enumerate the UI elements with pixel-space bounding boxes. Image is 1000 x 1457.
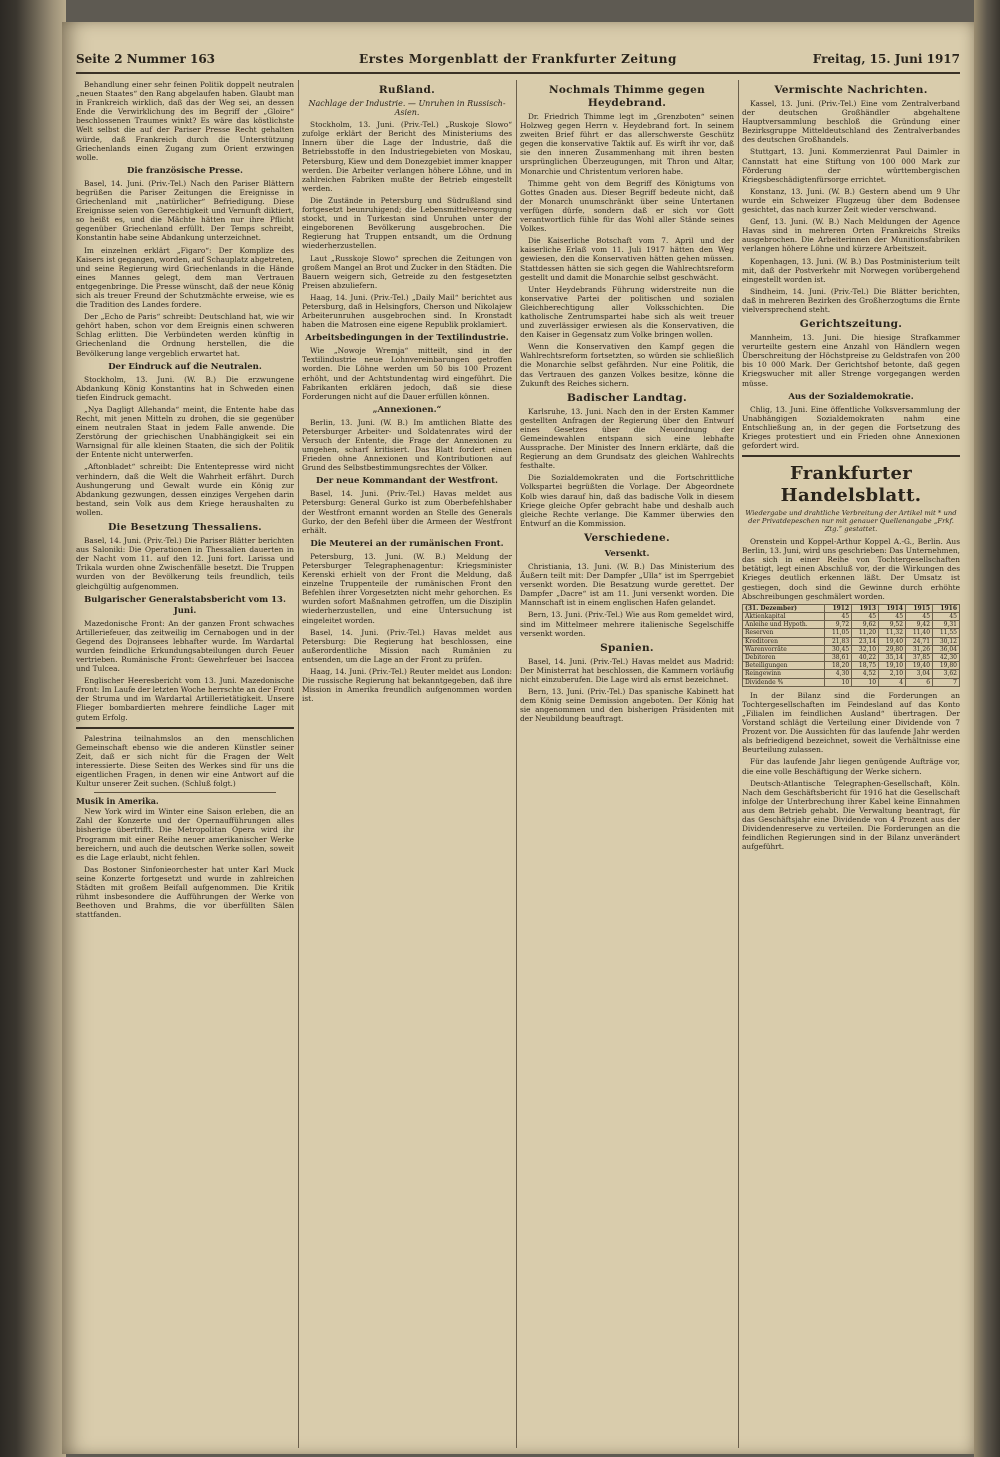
table-header-cell: 1912 bbox=[825, 604, 852, 612]
section-title: Verschiedene. bbox=[584, 531, 670, 544]
section-heading: Der Eindruck auf die Neutralen. bbox=[108, 361, 262, 372]
table-cell: 11,20 bbox=[852, 629, 879, 637]
article-paragraph: Sindheim, 14. Juni. (Priv.-Tel.) Die Blätter berichten, daß in mehreren Bezirken des Großherzogtums die Ernte vielversprechend steht. bbox=[742, 286, 960, 314]
article-paragraph: Kopenhagen, 13. Juni. (W. B.) Das Postministerium teilt mit, daß der Postverkehr mit Norwegen vorübergehend eingestellt worden ist. bbox=[742, 256, 960, 284]
table-cell: 45 bbox=[933, 612, 960, 620]
table-cell: 29,80 bbox=[879, 645, 906, 653]
column-4 bbox=[742, 80, 960, 1448]
section-heading: Aus der Sozialdemokratie. bbox=[788, 391, 914, 402]
table-cell: Anleihe und Hypoth. bbox=[743, 621, 825, 629]
table-cell: 11,40 bbox=[906, 629, 933, 637]
table-cell: 19,40 bbox=[879, 637, 906, 645]
feuilleton-rule bbox=[76, 727, 294, 729]
table-header-cell: (31. Dezember) bbox=[743, 604, 825, 612]
article-paragraph: Wie „Nowoje Wremja“ mitteilt, sind in der Textilindustrie neue Lohnvereinbarungen getroffen worden. Die Löhne werden um 50 bis 100 Prozent erhöht, und der Achtstundentag wird eingeführt. Die Fabrikanten erklären jedoch, daß sie diese Forderungen nicht auf die Dauer erfüllen können. bbox=[302, 346, 512, 401]
table-cell: 42,30 bbox=[933, 653, 960, 661]
table-cell: Dividende % bbox=[743, 678, 825, 686]
column-rule bbox=[738, 80, 739, 1448]
table-cell: 11,32 bbox=[879, 629, 906, 637]
article-paragraph: Im einzelnen erklärt „Figaro“: Der Komplize des Kaisers ist gegangen, worden, auf Schauplatz abgetreten, und seine Regierung wird Griechenlands in die Hände eines Mannes gelegt, dem man Vertrauen entgegenbringe. Die Presse wünscht, daß der neue König sich als treuer Freund der Schutzmächte erweise, wie es die Tradition des Landes fordere. bbox=[76, 245, 294, 310]
section-title: Rußland. bbox=[378, 84, 436, 96]
section-title: Vermischte Nachrichten. bbox=[774, 84, 928, 96]
article-paragraph: Basel, 14. Juni. (Priv.-Tel.) Havas meldet aus Madrid: Der Ministerrat hat beschlossen, die Kammern vorläufig nicht einzuberufen. Die Lage wird als ernst bezeichnet. bbox=[520, 656, 734, 684]
article-paragraph: Deutsch-Atlantische Telegraphen-Gesellschaft, Köln. Nach dem Geschäftsbericht für 1916 hat die Gesellschaft infolge der Unterbrechung ihrer Kabel keine Einnahmen aus dem Betrieb gehabt. Die Verwaltung beantragt, für das Geschäftsjahr eine Dividende von 4 Prozent aus der Dividendenreserve zu verteilen. Die Forderungen an die feindlichen Regierungen sind in der Bilanz unverändert aufgeführt. bbox=[742, 778, 960, 852]
article-paragraph: Stockholm, 13. Juni. (W. B.) Die erzwungene Abdankung König Konstantins hat in Schweden einen tiefen Eindruck gemacht. bbox=[76, 374, 294, 402]
section-heading: Die französische Presse. bbox=[126, 165, 244, 176]
table-cell: 45 bbox=[852, 612, 879, 620]
table-cell: 31,26 bbox=[906, 645, 933, 653]
table-cell: 9,72 bbox=[825, 621, 852, 629]
article-paragraph: Bern, 13. Juni. (Priv.-Tel.) Das spanische Kabinett hat dem König seine Demission angeboten. Der König hat sie angenommen und den bisherigen Präsidenten mit der Neubildung beauftragt. bbox=[520, 686, 734, 724]
table-cell: 40,22 bbox=[852, 653, 879, 661]
article-paragraph: Karlsruhe, 13. Juni. Nach den in der Ersten Kammer gestellten Anfragen der Regierung über den Entwurf eines Gesetzes über die Neuordnung der Gemeindewahlen entspann sich eine lebhafte Aussprache. Der Minister des Innern erklärte, daß die Regierung an dem Grundsatz des gleichen Wahlrechts festhalte. bbox=[520, 406, 734, 471]
article-paragraph: Haag, 14. Juni. (Priv.-Tel.) „Daily Mail“ berichtet aus Petersburg, daß in Helsingfors, Cherson und Nikolajew Arbeiterunruhen ausgebrochen sind. In Kronstadt haben die Matrosen eine eigene Republik proklamiert. bbox=[302, 292, 512, 330]
article-paragraph: Thimme geht von dem Begriff des Königtums von Gottes Gnaden aus. Dieser Begriff bedeute nicht, daß der Monarch unumschränkt über seine Untertanen verfügen dürfe, sondern daß er sich vor Gott verantwortlich fühle für das Wohl aller Stände seines Volkes. bbox=[520, 178, 734, 234]
issue-date: Freitag, 15. Juni 1917 bbox=[812, 52, 960, 66]
article-paragraph: Für das laufende Jahr liegen genügende Aufträge vor, die eine volle Beschäftigung der Werke sichern. bbox=[742, 757, 960, 776]
article-paragraph: Englischer Heeresbericht vom 13. Juni. Mazedonische Front: Im Laufe der letzten Woche herrschte an der Front der Struma und im Wardartal Artillerietätigkeit. Unsere Flieger bombardierten mehrere feindliche Lager mit gutem Erfolg. bbox=[76, 676, 294, 722]
table-cell: 37,85 bbox=[906, 653, 933, 661]
article-paragraph: Bern, 13. Juni. (Priv.-Tel.) Wie aus Rom gemeldet wird, sind im Mittelmeer mehrere italienische Segelschiffe versenkt worden. bbox=[520, 610, 734, 638]
article-paragraph: New York wird im Winter eine Saison erleben, die an Zahl der Konzerte und der Opernaufführungen alles bisherige übertrifft. Die Metropolitan Opera wird ihr Programm mit einer Reihe neuer amerikanischer Werke bereichern, und auch die deutschen Werke sollen, soweit es die Lage erlaubt, nicht fehlen. bbox=[76, 807, 294, 862]
table-row bbox=[743, 645, 960, 653]
article-paragraph: Behandlung einer sehr feinen Politik doppelt neutralen „neuen Staates“ den Rang abgelaufen haben. Glaubt man in Frankreich wirklich, daß das der Weg sei, an dessen Ende die Verwirklichung des im Begriff der „Gloire“ beschlossenen Traumes winkt? Es wäre das köstlichste Welt selbst die auf der Pariser Presse Recht gehalten würde, daß Frankreich durch die Unterstützung Griechenlands einen Zugang zum Orient erzwingen wolle. bbox=[76, 80, 294, 162]
section-heading: Die Besetzung Thessaliens. bbox=[108, 522, 262, 534]
book-binding-shadow bbox=[0, 0, 66, 1457]
table-cell: 36,04 bbox=[933, 645, 960, 653]
section-heading: Bulgarischer Generalstabsbericht vom 13. Juni. bbox=[84, 594, 286, 616]
table-cell: 18,75 bbox=[852, 662, 879, 670]
article-paragraph: Basel, 14. Juni. (Priv.-Tel.) Die Pariser Blätter berichten aus Saloniki: Die Operationen in Thessalien dauerten in der Nacht vom 11. auf den 12. Juni fort. Larissa und Trikala wurden ohne Zwischenfälle besetzt. Die Truppen wurden von der Bevölkerung teils freundlich, teils gleichgültig aufgenommen. bbox=[76, 536, 294, 591]
table-cell: Warenvorräte bbox=[743, 645, 825, 653]
article-paragraph: Basel, 14. Juni. (Priv.-Tel.) Nach den Pariser Blättern begrüßen die Pariser Zeitungen die Ereignisse in Griechenland mit „natürlicher“ Befriedigung. Diese Ereignisse seien von Gerechtigkeit und Vernunft diktiert, so heißt es, und die Mächte hätten nur ihre Pflicht gegenüber Griechenland erfüllt. Der Temps schreibt, Konstantin habe seine Abdankung unterzeichnet. bbox=[76, 178, 294, 243]
article-paragraph: Mazedonische Front: An der ganzen Front schwaches Artilleriefeuer, das zeitweilig im Cernabogen und in der Gegend des Dojransees lebhafter wurde. Im Wardartal wurden feindliche Erkundungsabteilungen durch Feuer vertrieben. Rumänische Front: Gewehrfeuer bei Isaccea und Tulcea. bbox=[76, 618, 294, 674]
article-paragraph: Genf, 13. Juni. (W. B.) Nach Meldungen der Agence Havas sind in mehreren Orten Frankreichs Streiks ausgebrochen. Die Arbeiterinnen der Munitionsfabriken verlangen höhere Löhne und kürzere Arbeitszeit. bbox=[742, 217, 960, 254]
section-title: Spanien. bbox=[600, 641, 654, 654]
table-cell: Aktienkapital bbox=[743, 612, 825, 620]
table-cell: 30,45 bbox=[825, 645, 852, 653]
table-cell: 23,14 bbox=[852, 637, 879, 645]
article-paragraph: Die Sozialdemokraten und die Fortschrittliche Volkspartei begrüßten die Vorlage. Der Abgeordnete Kolb wies darauf hin, daß das badische Volk in diesem Kriege gleiche Opfer gebracht habe und deshalb auch gleiche Rechte verlange. Die Kammer überwies den Entwurf an die Kommission. bbox=[520, 473, 734, 528]
column-rule bbox=[298, 80, 299, 1448]
divider bbox=[94, 792, 276, 793]
table-header-cell: 1915 bbox=[906, 604, 933, 612]
table-cell: Reserven bbox=[743, 629, 825, 637]
article-paragraph: Palestrina teilnahmslos an den menschlichen Gemeinschaft ebenso wie die anderen Künstler seiner Zeit, daß er sich nicht für die Fragen der Welt interessierte. Diese Seiten des Werkes sind für uns die eigentlichen Fragen, in denen wir eine Antwort auf die Kultur unserer Zeit suchen. (Schluß folgt.) bbox=[76, 733, 294, 789]
table-cell: 4,52 bbox=[852, 670, 879, 678]
article-paragraph: „Nya Dagligt Allehanda“ meint, die Entente habe das Recht, mit jenen Mitteln zu drohen, die sie gegenüber einem neutralen Staat in jedem Falle anwende. Die Zerstörung der griechischen Unabhängigkeit sei ein Warnsignal für alle kleinen Staaten, die sich der Politik der Entente nicht unterwerfen. bbox=[76, 404, 294, 460]
article-paragraph: Mannheim, 13. Juni. Die hiesige Strafkammer verurteilte gestern eine Anzahl von Händlern wegen Überschreitung der Höchstpreise zu Geldstrafen von 200 bis 10 000 Mark. Der Gerichtshof betonte, daß gegen Kriegswucher mit aller Strenge vorgegangen werden müsse. bbox=[742, 333, 960, 388]
section-subtitle: Nachlage der Industrie. — Unruhen in Russisch-Asien. bbox=[308, 99, 506, 118]
newspaper-page bbox=[62, 22, 974, 1454]
table-cell: 35,14 bbox=[879, 653, 906, 661]
section-title: Nochmals Thimme gegen Heydebrand. bbox=[548, 84, 706, 109]
table-cell: 38,61 bbox=[825, 653, 852, 661]
section-heading: Versenkt. bbox=[604, 548, 650, 559]
column-3 bbox=[520, 80, 734, 1448]
article-paragraph: Dr. Friedrich Thimme legt im „Grenzboten“ seinen Holzweg gegen Herrn v. Heydebrand fort. In seinem zweiten Brief führt er das allerschwerste Geschütz gegen die konservative Taktik auf. Es wirft ihr vor, daß sie den inneren Zusammenhang mit ihren besten ursprünglichen Überzeugungen, mit Thron und Altar, Monarchie und Christentum verloren habe. bbox=[520, 112, 734, 176]
table-header-cell: 1916 bbox=[933, 604, 960, 612]
section-title: Gerichtszeitung. bbox=[799, 318, 903, 331]
article-paragraph: Stuttgart, 13. Juni. Kommerzienrat Paul Daimler in Cannstatt hat eine Stiftung von 100 000 Mark zur Förderung der württembergischen Kriegsbeschädigtenfürsorge errichtet. bbox=[742, 147, 960, 184]
table-body bbox=[743, 612, 960, 686]
table-row bbox=[743, 678, 960, 686]
table-cell: 19,80 bbox=[933, 662, 960, 670]
table-cell: 45 bbox=[879, 612, 906, 620]
masthead: Erstes Morgenblatt der Frankfurter Zeitung bbox=[359, 52, 677, 66]
page-header bbox=[76, 50, 960, 74]
table-row bbox=[743, 612, 960, 620]
table-cell: 3,04 bbox=[906, 670, 933, 678]
section-heading: Musik in Amerika. bbox=[76, 796, 159, 807]
table-cell: 30,12 bbox=[933, 637, 960, 645]
column-2 bbox=[302, 80, 512, 1448]
table-row bbox=[743, 621, 960, 629]
article-paragraph: Der „Echo de Paris“ schreibt: Deutschland hat, wie wir gehört haben, schon vor dem Ereignis einen schweren Schlag erlitten. Die Verbündeten werden künftig in Griechenland die Ordnung herstellen, die die Bevölkerung lange vergeblich erwartet hat. bbox=[76, 312, 294, 358]
divider bbox=[742, 455, 960, 457]
table-cell: 9,31 bbox=[933, 621, 960, 629]
page-number: Seite 2 Nummer 163 bbox=[76, 52, 216, 66]
article-paragraph: Berlin, 13. Juni. (W. B.) Im amtlichen Blatte des Petersburger Arbeiter- und Soldatenrates wird der Versuch der Entente, die Frage der Annexionen zu umgehen, scharf kritisiert. Das Blatt fordert einen Frieden ohne Annexionen und Kontributionen auf Grund des Selbstbestimmungsrechtes der Völker. bbox=[302, 417, 512, 473]
table-cell: 10 bbox=[825, 678, 852, 686]
table-cell: 3,62 bbox=[933, 670, 960, 678]
table-header-row bbox=[743, 604, 960, 612]
handelsblatt-notice: Wiedergabe und drahtliche Verbreitung der Artikel mit * und der Privatdepeschen nur mit genauer Quellenangabe „Frkf. Ztg.“ gestattet. bbox=[745, 509, 957, 534]
section-heading: Die Meuterei an der rumänischen Front. bbox=[310, 538, 504, 549]
table-cell: 4,30 bbox=[825, 670, 852, 678]
article-paragraph: Chlig, 13. Juni. Eine öffentliche Volksversammlung der Unabhängigen Sozialdemokraten nahm eine Entschließung an, in der gegen die Fortsetzung des Krieges protestiert und ein Frieden ohne Annexionen gefordert wird. bbox=[742, 404, 960, 450]
article-paragraph: Konstanz, 13. Juni. (W. B.) Gestern abend um 9 Uhr wurde ein Schweizer Flugzeug über dem Bodensee gesichtet, das nach kurzer Zeit wieder verschwand. bbox=[742, 186, 960, 215]
column-1 bbox=[76, 80, 294, 1448]
table-cell: 4 bbox=[879, 678, 906, 686]
table-row bbox=[743, 629, 960, 637]
table-cell: 11,55 bbox=[933, 629, 960, 637]
table-cell: Debitoren bbox=[743, 653, 825, 661]
article-paragraph: Orenstein und Koppel-Arthur Koppel A.-G., Berlin. Aus Berlin, 13. Juni, wird uns geschrieben: Das Unternehmen, das sich in einer Reihe von Tochtergesellschaften betätigt, legt einen Abschluß vor, der die Wirkungen des Krieges deutlich erkennen läßt. Der Umsatz ist gestiegen, doch sind die Gewinne durch erhöhte Abschreibungen geschmälert worden. bbox=[742, 537, 960, 601]
article-paragraph: Wenn die Konservativen den Kampf gegen die Wahlrechtsreform fortsetzten, so würden sie schließlich die Monarchie selbst gefährden. Nur eine Politik, die das Vertrauen des ganzen Volkes besitze, könne die Zukunft des Reiches sichern. bbox=[520, 342, 734, 388]
section-heading: Der neue Kommandant der Westfront. bbox=[315, 476, 499, 487]
table-header-cell: 1913 bbox=[852, 604, 879, 612]
table-cell: 9,42 bbox=[906, 621, 933, 629]
section-heading: „Annexionen.“ bbox=[372, 404, 442, 415]
table-row bbox=[743, 653, 960, 661]
article-paragraph: Stockholm, 13. Juni. (Priv.-Tel.) „Ruskoje Slowo“ zufolge erklärt der Bericht des Ministeriums des Innern über die Lage der Industrie, daß die Betriebsstoffe in den Industriegebieten von Moskau, Petersburg, Kiew und dem Donezgebiet immer knapper werden. Die Arbeiter verlangen höhere Löhne, und in zahlreichen Fabriken mußte der Betrieb eingestellt werden. bbox=[302, 120, 512, 193]
table-cell: 45 bbox=[825, 612, 852, 620]
table-cell: 6 bbox=[906, 678, 933, 686]
table-cell: 7 bbox=[933, 678, 960, 686]
table-cell: 10 bbox=[852, 678, 879, 686]
article-paragraph: Laut „Russkoje Slowo“ sprechen die Zeitungen von großem Mangel an Brot und Zucker in den Städten. Die Bauern weigern sich, Getreide zu den festgesetzten Preisen abzuliefern. bbox=[302, 253, 512, 290]
table-cell: 45 bbox=[906, 612, 933, 620]
article-paragraph: Basel, 14. Juni. (Priv.-Tel.) Havas meldet aus Petersburg: Die Regierung hat beschlossen, eine außerordentliche Mission nach Rumänien zu entsenden, um die Lage an der Front zu prüfen. bbox=[302, 627, 512, 664]
article-paragraph: Die Kaiserliche Botschaft vom 7. April und der kaiserliche Erlaß vom 11. Juli 1917 hätten den Weg gewiesen, den die Konservativen hätten gehen müssen. Stattdessen hätten sie sich gegen die Wahlrechtsreform gestellt und damit die Monarchie selbst geschwächt. bbox=[520, 236, 734, 282]
article-paragraph: Unter Heydebrands Führung widerstreite nun die konservative Partei der politischen und sozialen Gleichberechtigung aller Volksschichten. Die katholische Zentrumspartei habe sich als weit treuer und zuverlässiger erwiesen als die Konservativen, die den Kaiser in Gegensatz zum Volke bringen wollen. bbox=[520, 284, 734, 340]
article-paragraph: Das Bostoner Sinfonieorchester hat unter Karl Muck seine Konzerte fortgesetzt und wurde in zahlreichen Städten mit großem Beifall aufgenommen. Die Kritik rühmt insbesondere die Aufführungen der Werke von Beethoven und Brahms, die vor überfüllten Sälen stattfanden. bbox=[76, 864, 294, 920]
article-paragraph: Kassel, 13. Juni. (Priv.-Tel.) Eine vom Zentralverband der deutschen Großhändler abgehaltene Hauptversammlung beschloß die Gründung einer Bezirksgruppe Mitteldeutschland des Zentralverbandes des deutschen Großhandels. bbox=[742, 99, 960, 145]
table-row bbox=[743, 662, 960, 670]
article-paragraph: Die Zustände in Petersburg und Südrußland sind fortgesetzt beunruhigend; die Lebensmittelversorgung stockt, und in Turkestan sind Unruhen unter der eingeborenen Bevölkerung ausgebrochen. Die Regierung hat Truppen entsandt, um die Ordnung wiederherzustellen. bbox=[302, 195, 512, 251]
table-cell: 19,10 bbox=[879, 662, 906, 670]
table-cell: Kreditoren bbox=[743, 637, 825, 645]
article-paragraph: „Aftonbladet“ schreibt: Die Ententepresse wird nicht verhindern, daß die Welt die Wahrheit erfährt. Durch Aushungerung und Gewalt wurde ein König zur Abdankung gezwungen, dessen einziges Vergehen darin bestand, sein Volk aus dem Kriege heraushalten zu wollen. bbox=[76, 462, 294, 517]
table-cell: Beteiligungen bbox=[743, 662, 825, 670]
article-paragraph: In der Bilanz sind die Forderungen an Tochtergesellschaften im Feindesland auf das Konto „Filialen im feindlichen Ausland“ übertragen. Der Vorstand schlägt die Verteilung einer Dividende von 7 Prozent vor. Die Aussichten für das laufende Jahr werden als befriedigend bezeichnet, soweit die Verhältnisse eine Beurteilung zulassen. bbox=[742, 690, 960, 755]
page-edge bbox=[974, 0, 1000, 1457]
table-cell: 18,20 bbox=[825, 662, 852, 670]
table-cell: 24,71 bbox=[906, 637, 933, 645]
table-row bbox=[743, 637, 960, 645]
table-cell: 9,52 bbox=[879, 621, 906, 629]
table-cell: 19,40 bbox=[906, 662, 933, 670]
table-cell: 9,62 bbox=[852, 621, 879, 629]
table-cell: 21,83 bbox=[825, 637, 852, 645]
section-heading: Arbeitsbedingungen in der Textilindustrie. bbox=[305, 333, 509, 344]
table-cell: 11,05 bbox=[825, 629, 852, 637]
article-paragraph: Basel, 14. Juni. (Priv.-Tel.) Havas meldet aus Petersburg: General Gurko ist zum Oberbefehlshaber der Westfront ernannt worden an Stelle des Generals Gurko, der den Befehl über die Armeen der Westfront erhält. bbox=[302, 489, 512, 535]
column-rule bbox=[516, 80, 517, 1448]
section-title: Badischer Landtag. bbox=[566, 391, 688, 404]
article-paragraph: Christiania, 13. Juni. (W. B.) Das Ministerium des Äußern teilt mit: Der Dampfer „Ulla“ ist im Sperrgebiet versenkt worden. Die Besatzung wurde gerettet. Der Dampfer „Dacre“ ist am 11. Juni versenkt worden. Die Mannschaft ist in einem englischen Hafen gelandet. bbox=[520, 561, 734, 608]
table-cell: 32,10 bbox=[852, 645, 879, 653]
table-row bbox=[743, 670, 960, 678]
balance-table bbox=[742, 604, 960, 687]
article-paragraph: Haag, 14. Juni. (Priv.-Tel.) Reuter meldet aus London: Die russische Regierung hat bekanntgegeben, daß ihre Mission in Amerika freundlich aufgenommen worden ist. bbox=[302, 666, 512, 704]
table-cell: 2,10 bbox=[879, 670, 906, 678]
table-header-cell: 1914 bbox=[879, 604, 906, 612]
handelsblatt-title: Frankfurter Handelsblatt. bbox=[780, 463, 922, 507]
table-cell: Reingewinn bbox=[743, 670, 825, 678]
article-paragraph: Petersburg, 13. Juni. (W. B.) Meldung der Petersburger Telegraphenagentur: Kriegsminister Kerenski erhielt von der Front die Meldung, daß einzelne Truppenteile der rumänischen Front den Befehlen ihrer Vorgesetzten nicht mehr gehorchen. Es wurden sofort Maßnahmen getroffen, um die Disziplin wiederherzustellen, und eine Untersuchung ist eingeleitet worden. bbox=[302, 551, 512, 625]
